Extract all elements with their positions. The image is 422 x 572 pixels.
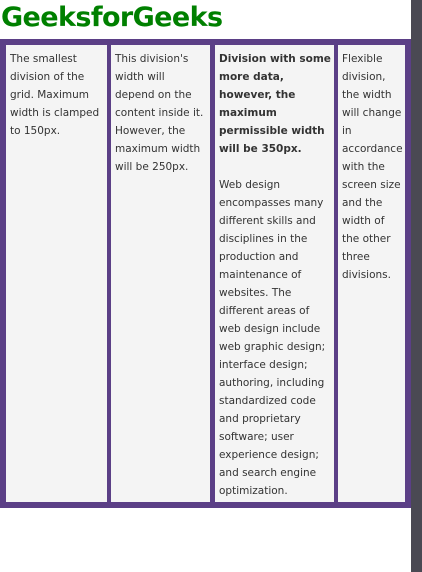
vertical-scrollbar[interactable] xyxy=(411,0,422,572)
grid-cell-more-data xyxy=(215,45,334,502)
grid-cell-text: Web design encompasses many different skills and disciplines in the production and maintenance of websites. The different areas of web design include web graphic design; interface design; authoring, including standardized code and proprietary software; user experience design; and search engine optimization. xyxy=(219,179,326,497)
grid-cell-text: The smallest division of the grid. Maximum width is clamped to 150px. xyxy=(10,53,100,137)
grid-container xyxy=(0,39,411,508)
grid-cell-content-width xyxy=(111,45,210,502)
grid-cell-flexible xyxy=(338,45,405,502)
grid-cell-text: This division's width will depend on the content inside it. However, the maximum width will be 250px. xyxy=(115,53,204,173)
grid-cell-text: Flexible division, the width will change in accordance with the screen size and the width of the other three divisions. xyxy=(342,53,403,281)
grid-cell-bold-text: Division with some more data, however, the maximum permissible width will be 350px. xyxy=(219,53,331,155)
grid-cell-smallest xyxy=(6,45,107,502)
page-title: GeeksforGeeks xyxy=(1,2,223,33)
